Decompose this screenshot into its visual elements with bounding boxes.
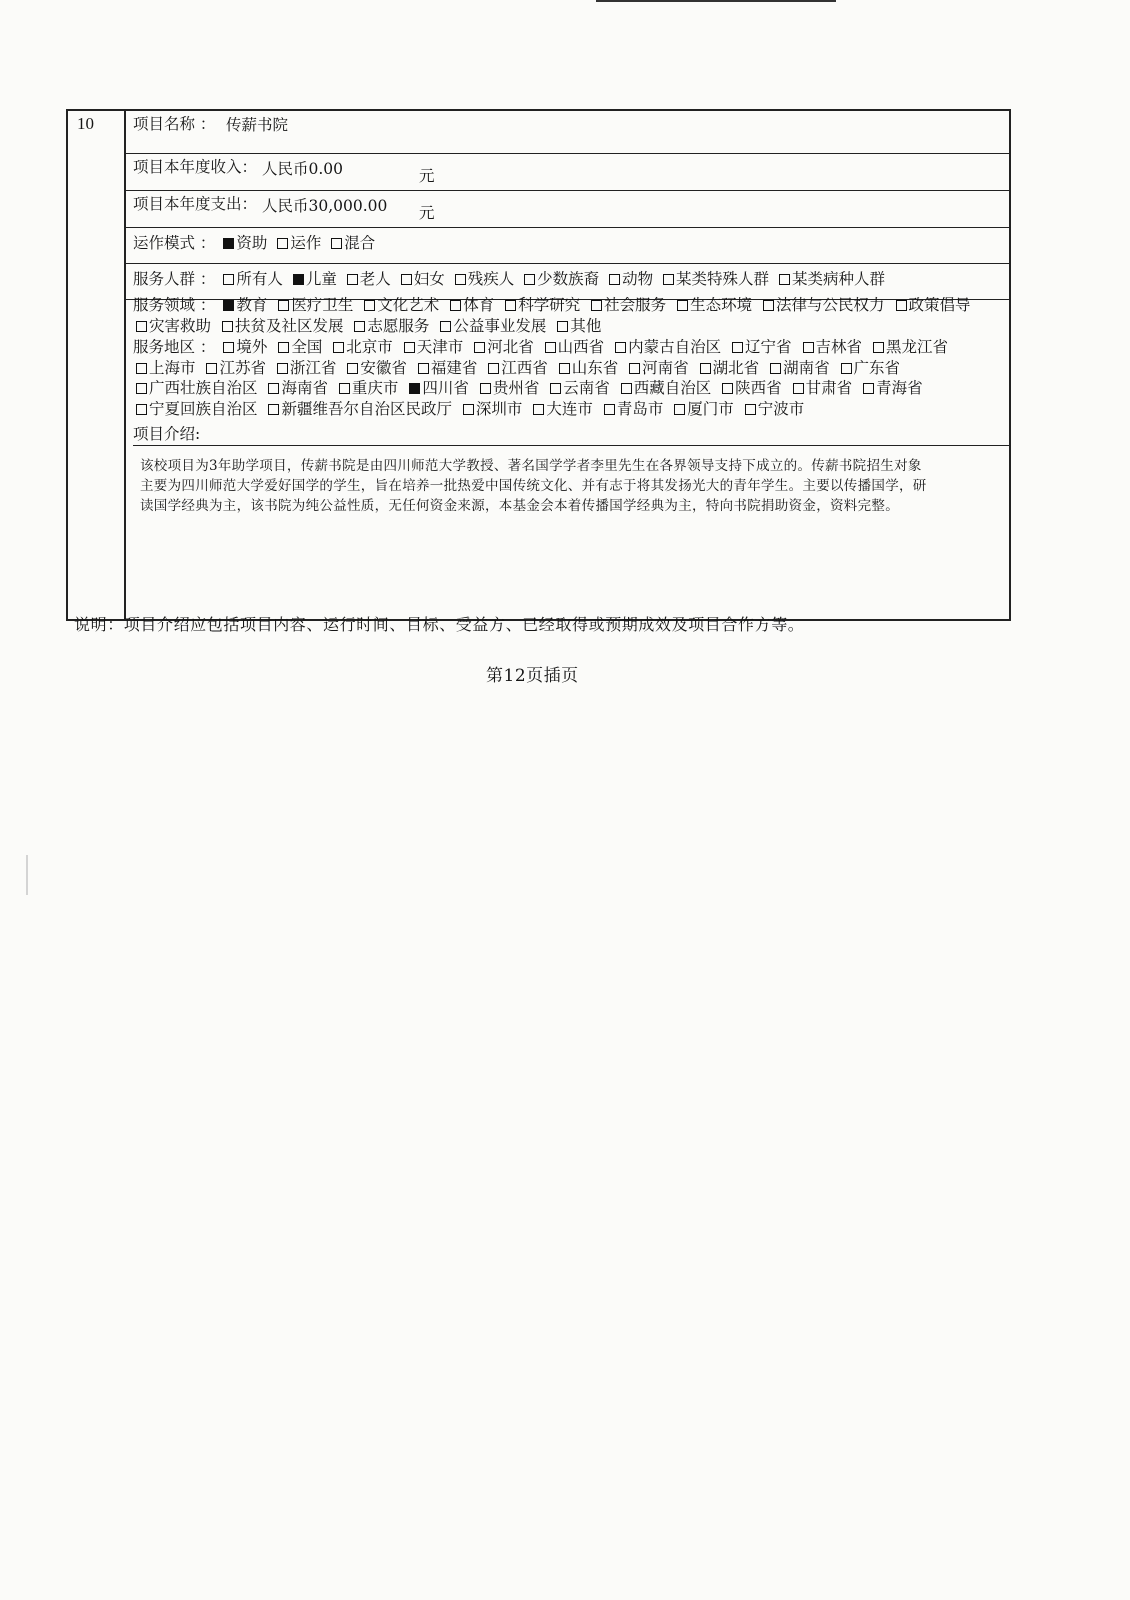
service-region-checkbox[interactable] [629, 363, 640, 374]
service-region-option [406, 379, 469, 397]
service-population-option-label: 少数族裔 [537, 270, 600, 288]
service-field-option [220, 296, 267, 314]
service-region-option-label: 海南省 [281, 379, 328, 397]
service-region-option [133, 359, 196, 377]
service-region-checkbox[interactable] [347, 363, 358, 374]
service-region-checkbox[interactable] [136, 404, 147, 415]
service-region-option [203, 359, 266, 377]
service-region-checkbox[interactable] [136, 363, 147, 374]
service-population-label: 服务人群 ： [133, 270, 216, 288]
service-region-option-label: 宁夏回族自治区 [149, 399, 258, 418]
service-region-option [671, 400, 734, 418]
service-population-checkbox[interactable] [293, 274, 304, 285]
service-field-checkbox[interactable] [223, 300, 234, 311]
service-population-option [290, 270, 337, 288]
service-population-checkbox[interactable] [347, 274, 358, 285]
service-region-option [601, 400, 664, 418]
service-region-option-label: 大连市 [546, 399, 593, 418]
service-region-option-label: 河南省 [642, 358, 689, 377]
service-region-checkbox[interactable] [474, 342, 485, 353]
service-region-option [133, 400, 258, 418]
service-field-checkbox[interactable] [505, 300, 516, 311]
service-population-option [452, 270, 515, 288]
operation-mode-option-label: 资助 [236, 234, 268, 252]
service-region-checkbox[interactable] [674, 404, 685, 415]
service-region-checkbox[interactable] [873, 342, 884, 353]
service-region-option-label: 甘肃省 [805, 379, 853, 397]
service-region-checkbox[interactable] [206, 363, 217, 374]
service-region-checkbox[interactable] [223, 342, 234, 353]
service-region-checkbox[interactable] [463, 404, 474, 415]
service-region-checkbox[interactable] [278, 342, 289, 353]
service-region-option [344, 359, 407, 377]
service-field-option-label: 政策倡导 [908, 296, 971, 314]
service-field-checkbox[interactable] [896, 300, 907, 311]
service-region-option-label: 江苏省 [219, 358, 266, 377]
service-field-option-label: 生态环境 [690, 296, 753, 314]
service-population-checkbox[interactable] [663, 274, 674, 285]
service-field-option [554, 317, 601, 335]
service-region-option [556, 359, 619, 377]
service-region-option [612, 338, 721, 356]
service-field-option [447, 296, 494, 314]
expense-label: 项目本年度支出： [133, 195, 258, 213]
service-region-option [485, 359, 548, 377]
service-region-option [767, 359, 830, 377]
service-region-checkbox[interactable] [277, 363, 288, 374]
service-region-option-label: 湖北省 [712, 358, 760, 377]
service-field-option [351, 317, 429, 335]
row-expense [126, 190, 1009, 228]
operation-mode-option [328, 234, 375, 252]
service-region-option [838, 359, 901, 377]
service-population-option [344, 270, 391, 288]
project-name-label: 项目名称 ： [133, 115, 216, 133]
service-region-group [133, 337, 1003, 419]
service-field-option [275, 296, 353, 314]
service-population-option [776, 270, 885, 288]
service-field-option [502, 296, 580, 314]
service-region-option [530, 400, 593, 418]
service-region-checkbox[interactable] [722, 383, 733, 394]
service-region-checkbox[interactable] [803, 342, 814, 353]
footnote: 说明：项目介绍应包括项目内容、运行时间、目标、受益方、已经取得或预期成效及项目合作方等。 [74, 615, 805, 634]
service-population-option-label: 老人 [359, 270, 391, 288]
row-operation-mode [126, 227, 1009, 264]
service-region-option-label: 西藏自治区 [633, 379, 712, 397]
page-label: 第12页插页 [486, 666, 579, 686]
service-field-option-label: 体育 [463, 296, 495, 314]
service-region-checkbox[interactable] [488, 363, 499, 374]
service-region-checkbox[interactable] [700, 363, 711, 374]
service-region-option-label: 黑龙江省 [885, 338, 948, 356]
operation-mode-checkbox[interactable] [223, 238, 234, 249]
service-field-checkbox[interactable] [450, 300, 461, 311]
service-population-option [220, 270, 283, 288]
service-region-option-label: 青海省 [876, 379, 923, 397]
service-region-option-label: 新疆维吾尔自治区民政厅 [281, 399, 452, 418]
service-field-option-label: 教育 [236, 296, 268, 314]
service-population-checkbox[interactable] [401, 274, 412, 285]
service-region-checkbox[interactable] [268, 404, 279, 415]
service-population-checkbox[interactable] [524, 274, 535, 285]
service-field-checkbox[interactable] [763, 300, 774, 311]
operation-mode-option [220, 234, 267, 252]
service-region-option [220, 338, 267, 356]
service-region-option-label: 北京市 [346, 338, 393, 356]
service-population-group [133, 269, 887, 289]
service-region-option-label: 宁波市 [757, 399, 805, 418]
service-region-option [477, 379, 540, 397]
service-population-option-label: 某类病种人群 [792, 270, 886, 288]
service-field-label: 服务领域 ： [133, 296, 216, 314]
service-field-option-label: 科学研究 [518, 296, 581, 314]
expense-amount: 人民币30,000.00 [262, 197, 388, 215]
service-field-option [588, 296, 666, 314]
service-region-option-label: 全国 [291, 338, 323, 356]
service-field-checkbox[interactable] [557, 321, 568, 332]
service-field-checkbox[interactable] [364, 300, 375, 311]
service-region-option-label: 广西壮族自治区 [149, 379, 258, 397]
service-region-option [618, 379, 712, 397]
service-region-option-label: 上海市 [149, 358, 196, 377]
service-field-option-label: 法律与公民权力 [776, 296, 885, 314]
service-field-option [219, 317, 344, 335]
row-project-name [126, 111, 1009, 154]
service-field-checkbox[interactable] [677, 300, 688, 311]
service-field-option [437, 317, 546, 335]
service-region-checkbox[interactable] [793, 383, 804, 394]
operation-mode-group [133, 233, 377, 253]
service-population-option-label: 残疾人 [467, 270, 515, 288]
service-region-checkbox[interactable] [480, 383, 491, 394]
service-region-option-label: 福建省 [430, 358, 478, 377]
service-population-option [660, 270, 769, 288]
service-region-option [336, 379, 399, 397]
service-region-checkbox[interactable] [841, 363, 852, 374]
service-region-option-label: 江西省 [501, 358, 548, 377]
service-region-checkbox[interactable] [604, 404, 615, 415]
service-region-checkbox[interactable] [333, 342, 344, 353]
service-region-option-label: 云南省 [563, 379, 610, 397]
service-population-checkbox[interactable] [609, 274, 620, 285]
service-region-option [460, 400, 523, 418]
service-region-option-label: 贵州省 [492, 379, 540, 397]
service-region-checkbox[interactable] [559, 363, 570, 374]
service-region-checkbox[interactable] [409, 383, 420, 394]
project-number: 10 [68, 111, 126, 619]
service-region-option-label: 安徽省 [360, 358, 407, 377]
service-region-option-label: 重庆市 [351, 379, 399, 397]
service-population-option-label: 妇女 [413, 270, 445, 288]
service-region-option-label: 境外 [236, 338, 268, 356]
service-field-option-label: 社会服务 [604, 296, 667, 314]
service-region-option-label: 陕西省 [735, 379, 782, 397]
service-field-option [133, 317, 211, 335]
expense-unit: 元 [419, 204, 435, 222]
service-region-option [729, 338, 792, 356]
service-region-option-label: 河北省 [487, 338, 534, 356]
service-field-option-label: 灾害救助 [149, 316, 212, 335]
service-population-checkbox[interactable] [779, 274, 790, 285]
scan-smudge [26, 855, 28, 895]
service-population-option-label: 某类特殊人群 [676, 270, 770, 288]
service-region-checkbox[interactable] [545, 342, 556, 353]
service-field-option-label: 医疗卫生 [291, 296, 354, 314]
service-region-option [330, 338, 393, 356]
top-rule [596, 0, 836, 2]
service-region-checkbox[interactable] [621, 383, 632, 394]
service-region-option [870, 338, 948, 356]
service-region-option-label: 湖南省 [783, 358, 830, 377]
service-region-option-label: 内蒙古自治区 [628, 338, 722, 356]
service-region-option-label: 山西省 [557, 338, 605, 356]
service-region-option [275, 338, 322, 356]
service-field-option [674, 296, 752, 314]
service-region-option [719, 379, 782, 397]
service-region-option-label: 天津市 [416, 338, 464, 356]
service-field-checkbox[interactable] [222, 321, 233, 332]
service-region-checkbox[interactable] [745, 404, 756, 415]
income-unit: 元 [419, 167, 435, 185]
project-name-value: 传薪书院 [226, 116, 289, 134]
income-amount: 人民币0.00 [262, 160, 344, 178]
service-region-option [860, 379, 923, 397]
service-region-option-label: 广东省 [853, 358, 901, 377]
intro-label: 项目介绍: [133, 425, 201, 443]
income-label: 项目本年度收入： [133, 158, 258, 176]
service-region-option [265, 400, 452, 418]
service-region-option-label: 青岛市 [616, 399, 664, 418]
service-field-option [893, 296, 971, 314]
service-field-checkbox[interactable] [440, 321, 451, 332]
service-field-option-label: 公益事业发展 [453, 316, 547, 335]
service-field-option-label: 志愿服务 [367, 316, 430, 335]
service-region-option [401, 338, 464, 356]
service-field-option-label: 其他 [570, 316, 602, 335]
service-field-checkbox[interactable] [278, 300, 289, 311]
service-population-option [398, 270, 445, 288]
service-region-checkbox[interactable] [404, 342, 415, 353]
row-income [126, 153, 1009, 191]
operation-mode-label: 运作模式 ： [133, 234, 216, 252]
service-region-option [626, 359, 689, 377]
service-region-option-label: 四川省 [422, 379, 469, 397]
operation-mode-checkbox[interactable] [331, 238, 342, 249]
operation-mode-option [274, 234, 321, 252]
service-region-option [471, 338, 534, 356]
service-region-checkbox[interactable] [550, 383, 561, 394]
service-field-checkbox[interactable] [591, 300, 602, 311]
service-region-option-label: 浙江省 [289, 358, 337, 377]
service-region-option [742, 400, 805, 418]
service-population-option-label: 儿童 [305, 270, 337, 288]
service-region-label: 服务地区 ： [133, 338, 216, 356]
intro-text: 该校项目为3年助学项目，传薪书院是由四川师范大学教授、著名国学学者李里先生在各界领导支持下成立的。传薪书院招生对象主要为四川师范大学爱好国学的学生，旨在培养一批热爱中国传统文化、并有志于将其发扬光大的青年学生。主要以传播国学，研读国学经典为主，该书院为纯公益性质，无任何资金来源，本基金会本着传播国学经典为主，特向书院捐助资金，资料完整。 [140, 458, 927, 514]
service-region-checkbox[interactable] [136, 383, 147, 394]
service-region-checkbox[interactable] [268, 383, 279, 394]
service-region-option-label: 辽宁省 [745, 338, 792, 356]
service-population-option-label: 所有人 [236, 270, 283, 288]
service-region-option [274, 359, 337, 377]
service-region-option [547, 379, 610, 397]
operation-mode-option-label: 混合 [344, 234, 376, 252]
service-population-option [606, 270, 653, 288]
service-region-option [800, 338, 863, 356]
service-field-group [133, 295, 1003, 336]
service-field-checkbox[interactable] [354, 321, 365, 332]
service-region-checkbox[interactable] [863, 383, 874, 394]
service-field-option-label: 扶贫及社区发展 [234, 316, 344, 335]
service-population-checkbox[interactable] [455, 274, 466, 285]
service-field-option [760, 296, 885, 314]
service-region-checkbox[interactable] [615, 342, 626, 353]
service-population-option-label: 动物 [622, 270, 654, 288]
service-region-option-label: 山东省 [571, 358, 619, 377]
service-region-checkbox[interactable] [339, 383, 350, 394]
service-region-option-label: 吉林省 [815, 338, 863, 356]
service-region-option [415, 359, 478, 377]
operation-mode-checkbox[interactable] [277, 238, 288, 249]
service-region-checkbox[interactable] [533, 404, 544, 415]
service-region-option [697, 359, 760, 377]
service-region-checkbox[interactable] [770, 363, 781, 374]
service-region-option-label: 深圳市 [475, 399, 523, 418]
service-region-option [133, 379, 258, 397]
service-region-option [790, 379, 853, 397]
service-field-option-label: 文化艺术 [377, 296, 440, 314]
service-region-checkbox[interactable] [418, 363, 429, 374]
service-region-option [542, 338, 605, 356]
service-region-checkbox[interactable] [732, 342, 743, 353]
service-region-option [265, 379, 328, 397]
service-population-option [521, 270, 599, 288]
operation-mode-option-label: 运作 [290, 234, 322, 252]
service-population-checkbox[interactable] [223, 274, 234, 285]
service-field-option [361, 296, 439, 314]
project-form [66, 109, 1011, 621]
service-region-option-label: 厦门市 [687, 399, 734, 418]
service-field-checkbox[interactable] [136, 321, 147, 332]
